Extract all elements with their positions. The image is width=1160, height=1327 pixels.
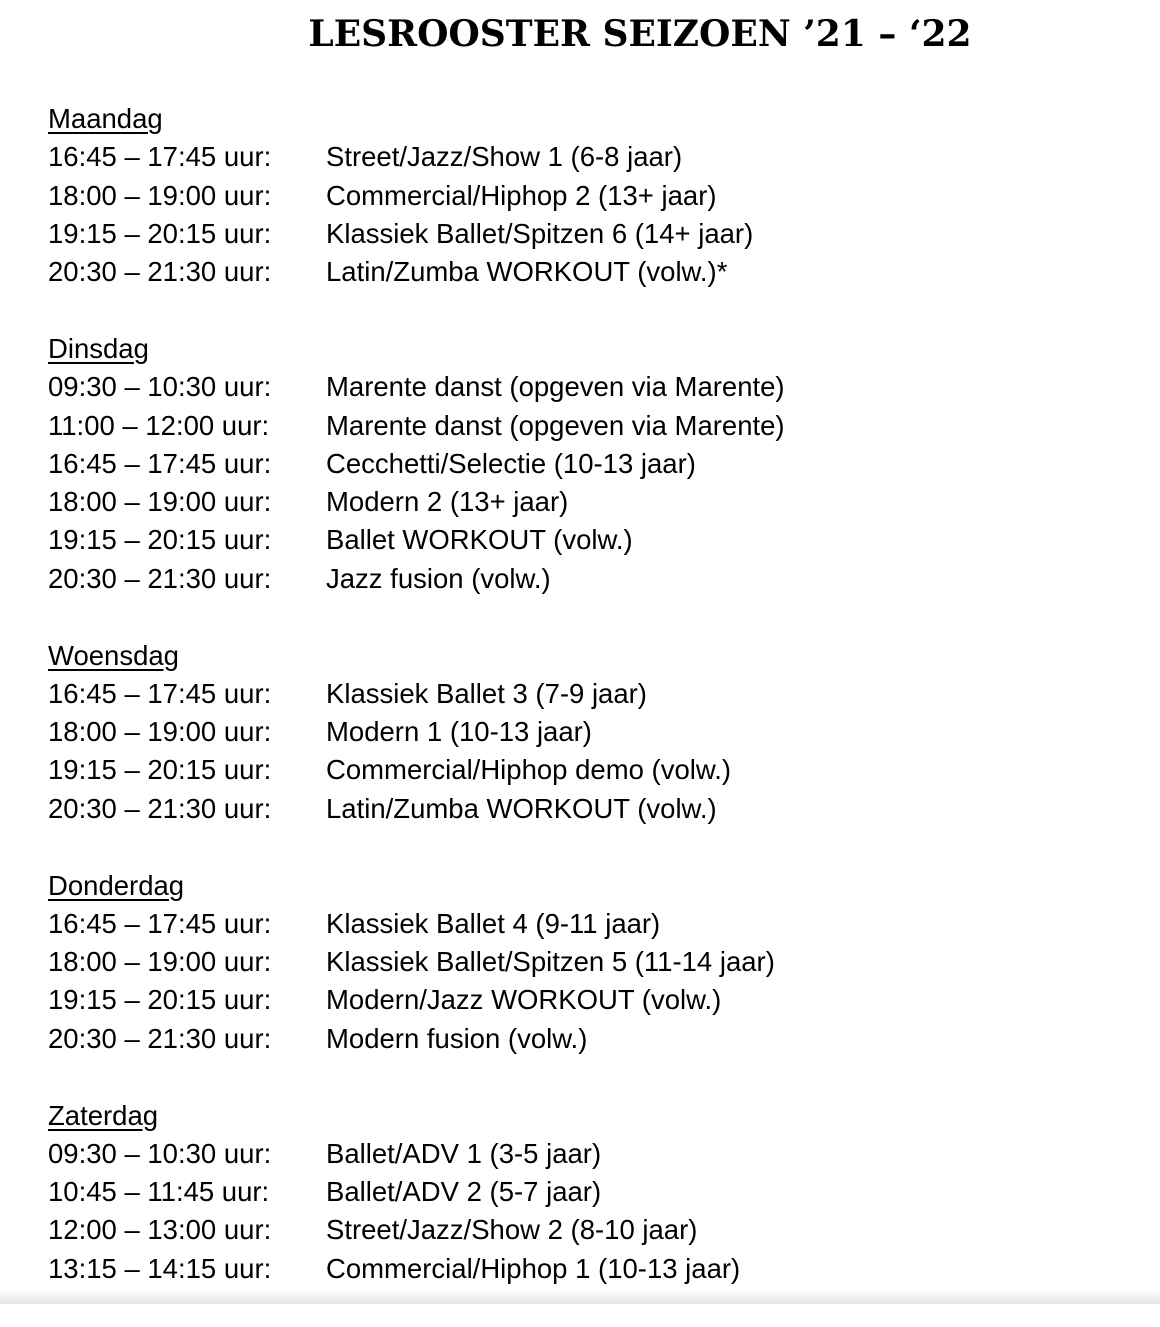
schedule-row	[48, 981, 1148, 1019]
time-slot: 10:45 – 11:45 uur:	[48, 1176, 270, 1208]
time-slot: 09:30 – 10:30 uur:	[48, 1137, 272, 1169]
schedule-row	[48, 1020, 1148, 1058]
schedule-row	[48, 177, 1148, 215]
class-name: Latin/Zumba WORKOUT (volw.)	[326, 792, 717, 824]
time-slot: 20:30 – 21:30 uur:	[48, 1022, 272, 1054]
schedule-row	[48, 521, 1148, 559]
class-name: Commercial/Hiphop demo (volw.)	[326, 754, 731, 786]
time-slot: 19:15 – 20:15 uur:	[48, 754, 272, 786]
schedule	[48, 100, 1148, 1327]
time-slot: 18:00 – 19:00 uur:	[48, 179, 272, 211]
time-slot: 11:00 – 12:00 uur:	[48, 409, 270, 441]
day-section-dinsdag	[48, 330, 1148, 598]
class-name: Modern 1 (10-13 jaar)	[326, 716, 592, 748]
schedule-row	[48, 943, 1148, 981]
class-name: Street/Jazz/Show 1 (6-8 jaar)	[326, 141, 683, 173]
class-name: Marente danst (opgeven via Marente)	[326, 371, 785, 403]
time-slot: 20:30 – 21:30 uur:	[48, 256, 272, 288]
schedule-row	[48, 368, 1148, 406]
time-slot: 18:00 – 19:00 uur:	[48, 716, 272, 748]
day-section-woensdag	[48, 637, 1148, 828]
schedule-row	[48, 790, 1148, 828]
time-slot: 09:30 – 10:30 uur:	[48, 371, 272, 403]
time-slot: 19:15 – 20:15 uur:	[48, 217, 272, 249]
schedule-row	[48, 1211, 1148, 1249]
day-heading: Dinsdag	[48, 332, 149, 364]
time-slot: 18:00 – 19:00 uur:	[48, 486, 272, 518]
schedule-row	[48, 1250, 1148, 1288]
time-slot: 19:15 – 20:15 uur:	[48, 984, 272, 1016]
day-heading: Maandag	[48, 103, 163, 134]
schedule-row	[48, 253, 1148, 291]
schedule-row	[48, 407, 1148, 445]
class-name: Klassiek Ballet 3 (7-9 jaar)	[326, 677, 647, 709]
class-name: Ballet WORKOUT (volw.)	[326, 524, 633, 556]
class-name: Latin/Zumba WORKOUT (volw.)*	[326, 256, 728, 288]
time-slot: 16:45 – 17:45 uur:	[48, 141, 272, 173]
time-slot: 16:45 – 17:45 uur:	[48, 907, 272, 939]
page-bottom-edge	[0, 1290, 1160, 1304]
time-slot: 18:00 – 19:00 uur:	[48, 946, 272, 978]
day-heading: Woensdag	[48, 639, 179, 671]
class-name: Modern fusion (volw.)	[326, 1022, 588, 1054]
time-slot: 19:15 – 20:15 uur:	[48, 524, 272, 556]
time-slot: 20:30 – 21:30 uur:	[48, 562, 272, 594]
schedule-row	[48, 483, 1148, 521]
day-section-donderdag	[48, 867, 1148, 1058]
schedule-row	[48, 215, 1148, 253]
class-name: Klassiek Ballet 4 (9-11 jaar)	[326, 907, 661, 939]
time-slot: 12:00 – 13:00 uur:	[48, 1214, 272, 1246]
schedule-row	[48, 751, 1148, 789]
time-slot: 16:45 – 17:45 uur:	[48, 447, 272, 479]
schedule-row	[48, 560, 1148, 598]
class-name: Commercial/Hiphop 2 (13+ jaar)	[326, 179, 717, 211]
class-name: Klassiek Ballet/Spitzen 5 (11-14 jaar)	[326, 946, 775, 978]
day-heading: Donderdag	[48, 869, 185, 901]
day-section-maandag	[48, 100, 1148, 291]
schedule-row	[48, 138, 1148, 176]
class-name: Jazz fusion (volw.)	[326, 562, 551, 594]
class-name: Street/Jazz/Show 2 (8-10 jaar)	[326, 1214, 698, 1246]
class-name: Modern/Jazz WORKOUT (volw.)	[326, 984, 722, 1016]
day-section-zaterdag	[48, 1097, 1148, 1288]
schedule-row	[48, 1173, 1148, 1211]
page-title: LESROOSTER SEIZOEN ’21 – ‘22	[308, 13, 972, 55]
class-name: Cecchetti/Selectie (10-13 jaar)	[326, 447, 696, 479]
class-name: Klassiek Ballet/Spitzen 6 (14+ jaar)	[326, 217, 754, 249]
schedule-row	[48, 675, 1148, 713]
class-name: Commercial/Hiphop 1 (10-13 jaar)	[326, 1252, 741, 1284]
schedule-row	[48, 713, 1148, 751]
class-name: Ballet/ADV 2 (5-7 jaar)	[326, 1176, 602, 1208]
schedule-row	[48, 1135, 1148, 1173]
time-slot: 20:30 – 21:30 uur:	[48, 792, 272, 824]
day-heading: Zaterdag	[48, 1099, 159, 1131]
schedule-row	[48, 905, 1148, 943]
class-name: Modern 2 (13+ jaar)	[326, 486, 569, 518]
time-slot: 16:45 – 17:45 uur:	[48, 677, 272, 709]
time-slot: 13:15 – 14:15 uur:	[48, 1252, 272, 1284]
class-name: Ballet/ADV 1 (3-5 jaar)	[326, 1137, 602, 1169]
schedule-row	[48, 445, 1148, 483]
class-name: Marente danst (opgeven via Marente)	[326, 409, 785, 441]
